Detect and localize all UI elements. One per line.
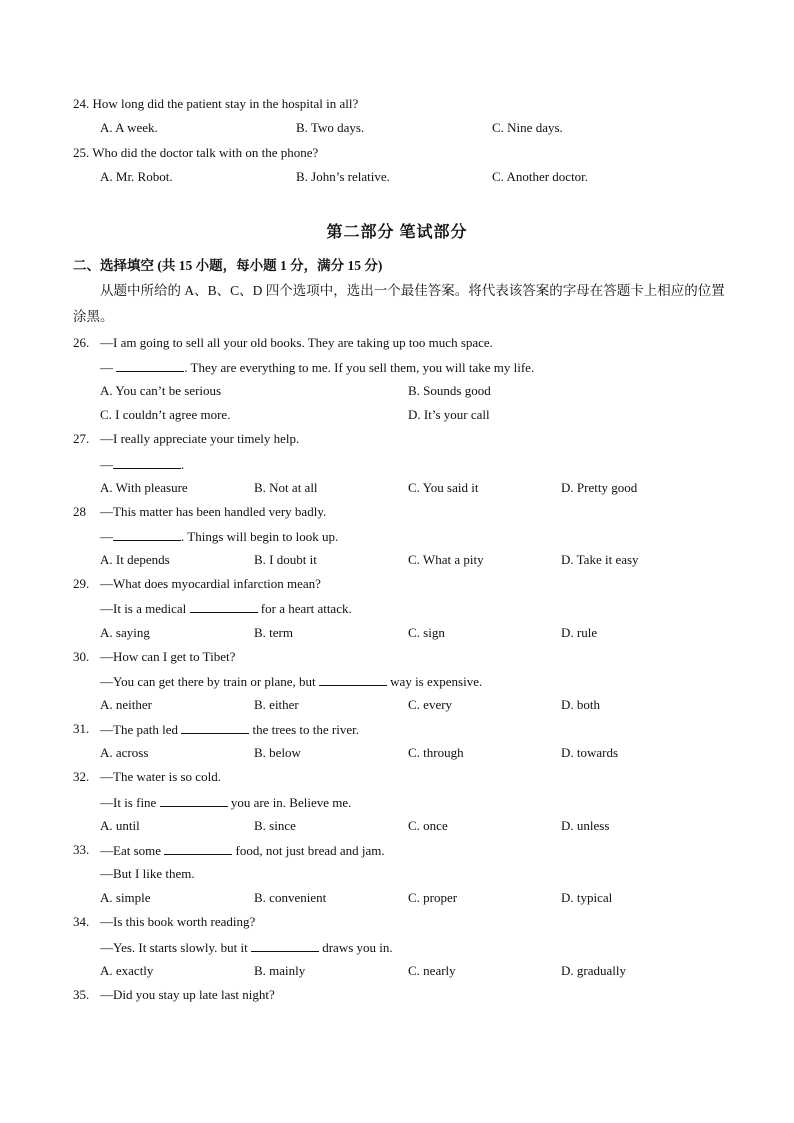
question-34-option-a: A. exactly [100, 963, 154, 978]
question-34-line1: —Is this book worth reading? [100, 914, 256, 929]
question-33-line2: —But I like them. [100, 866, 195, 881]
question-24-option-b: B. Two days. [296, 120, 365, 135]
section-two-instructions: 从题中所给的 A、B、C、D 四个选项中，选出一个最佳答案。将代表该答案的字母在答题卡上相应的位置涂黑。 [73, 283, 725, 324]
question-33-option-c: C. proper [408, 890, 458, 905]
question-24-option-a: A. A week. [100, 120, 158, 135]
question-32-line2 [100, 794, 351, 811]
question-30-option-b: B. either [254, 697, 299, 712]
question-30-option-d: D. both [561, 697, 600, 712]
answer-blank [160, 794, 228, 807]
question-29-line2 [100, 600, 352, 617]
question-33-option-d: D. typical [561, 890, 613, 905]
question-27-option-b: B. Not at all [254, 480, 318, 495]
question-number: 35. [73, 987, 90, 1002]
question-28-option-a: A. It depends [100, 552, 170, 567]
answer-blank [113, 456, 181, 469]
question-34-option-d: D. gradually [561, 963, 626, 978]
question-number: 32. [73, 769, 90, 784]
question-34-line2 [100, 939, 393, 956]
question-26-line1: —I am going to sell all your old books. They are taking up too much space. [100, 335, 493, 350]
line-prefix: —It is a medical [100, 601, 190, 616]
line-prefix: —Yes. It starts slowly. but it [100, 940, 251, 955]
question-25-option-b: B. John’s relative. [296, 169, 390, 184]
question-28-option-c: C. What a pity [408, 552, 484, 567]
question-27-option-d: D. Pretty good [561, 480, 638, 495]
answer-blank [190, 600, 258, 613]
question-28-option-d: D. Take it easy [561, 552, 639, 567]
question-31-option-d: D. towards [561, 745, 619, 760]
line-suffix: for a heart attack. [257, 601, 352, 616]
question-25-option-c: C. Another doctor. [492, 169, 589, 184]
question-26-option-c: C. I couldn’t agree more. [100, 407, 231, 422]
question-34-option-b: B. mainly [254, 963, 306, 978]
line-prefix: — [100, 457, 113, 472]
question-number: 30. [73, 649, 90, 664]
question-28-line2 [100, 528, 338, 545]
question-31-line1 [100, 721, 359, 738]
question-34-option-c: C. nearly [408, 963, 456, 978]
answer-blank [116, 359, 184, 372]
question-24-stem: 24. How long did the patient stay in the hospital in all? [73, 96, 359, 111]
question-number: 29. [73, 576, 90, 591]
line-prefix: —Eat some [100, 843, 165, 858]
section-two-title: 二、选择填空 (共 15 小题，每小题 1 分，满分 15 分) [73, 258, 383, 273]
question-31-option-a: A. across [100, 745, 149, 760]
question-33-line1 [100, 842, 385, 859]
question-29-option-c: C. sign [408, 625, 445, 640]
line-prefix: —The path led [100, 722, 182, 737]
question-27-option-a: A. With pleasure [100, 480, 188, 495]
question-26-option-a: A. You can’t be serious [100, 383, 222, 398]
line-suffix: draws you in. [318, 940, 393, 955]
question-24-option-c: C. Nine days. [492, 120, 563, 135]
question-31-option-c: C. through [408, 745, 464, 760]
answer-blank [181, 721, 249, 734]
answer-blank [164, 842, 232, 855]
question-30-option-c: C. every [408, 697, 453, 712]
question-29-line1: —What does myocardial infarction mean? [100, 576, 321, 591]
question-number: 33. [73, 842, 90, 857]
question-27-line1: —I really appreciate your timely help. [100, 431, 300, 446]
line-suffix: . [181, 457, 185, 472]
line-prefix: —It is fine [100, 795, 160, 810]
question-27-line2 [100, 456, 184, 473]
line-suffix: . Things will begin to look up. [181, 529, 339, 544]
line-prefix: — [100, 360, 117, 375]
question-25-stem: 25. Who did the doctor talk with on the phone? [73, 145, 319, 160]
question-26-option-b: B. Sounds good [408, 383, 491, 398]
question-30-option-a: A. neither [100, 697, 152, 712]
question-33-option-b: B. convenient [254, 890, 327, 905]
question-32-option-d: D. unless [561, 818, 610, 833]
question-29-option-b: B. term [254, 625, 293, 640]
question-28-line1: —This matter has been handled very badly. [100, 504, 327, 519]
question-25-option-a: A. Mr. Robot. [100, 169, 173, 184]
question-32-option-a: A. until [100, 818, 140, 833]
line-suffix: the trees to the river. [249, 722, 359, 737]
question-27-option-c: C. You said it [408, 480, 479, 495]
question-31-option-b: B. below [254, 745, 301, 760]
question-32-line1: —The water is so cold. [100, 769, 221, 784]
line-prefix: — [100, 529, 113, 544]
line-suffix: food, not just bread and jam. [232, 843, 385, 858]
part-two-title: 第二部分 笔试部分 [326, 224, 468, 241]
line-suffix: you are in. Believe me. [227, 795, 352, 810]
question-29-option-d: D. rule [561, 625, 598, 640]
answer-blank [113, 528, 181, 541]
question-number: 28 [73, 504, 86, 519]
line-suffix: way is expensive. [386, 674, 483, 689]
question-35-line1: —Did you stay up late last night? [100, 987, 275, 1002]
question-32-option-b: B. since [254, 818, 296, 833]
question-32-option-c: C. once [408, 818, 448, 833]
question-29-option-a: A. saying [100, 625, 150, 640]
line-prefix: —You can get there by train or plane, but [100, 674, 319, 689]
question-28-option-b: B. I doubt it [254, 552, 317, 567]
question-30-line2 [100, 673, 482, 690]
line-suffix: . They are everything to me. If you sell them, you will take my life. [184, 360, 535, 375]
question-number: 34. [73, 914, 90, 929]
question-number: 31. [73, 721, 90, 736]
question-30-line1: —How can I get to Tibet? [100, 649, 236, 664]
question-33-option-a: A. simple [100, 890, 151, 905]
question-26-line2 [100, 359, 534, 376]
question-number: 27. [73, 431, 90, 446]
question-26-option-d: D. It’s your call [408, 407, 490, 422]
answer-blank [319, 673, 387, 686]
question-number: 26. [73, 335, 90, 350]
answer-blank [251, 939, 319, 952]
